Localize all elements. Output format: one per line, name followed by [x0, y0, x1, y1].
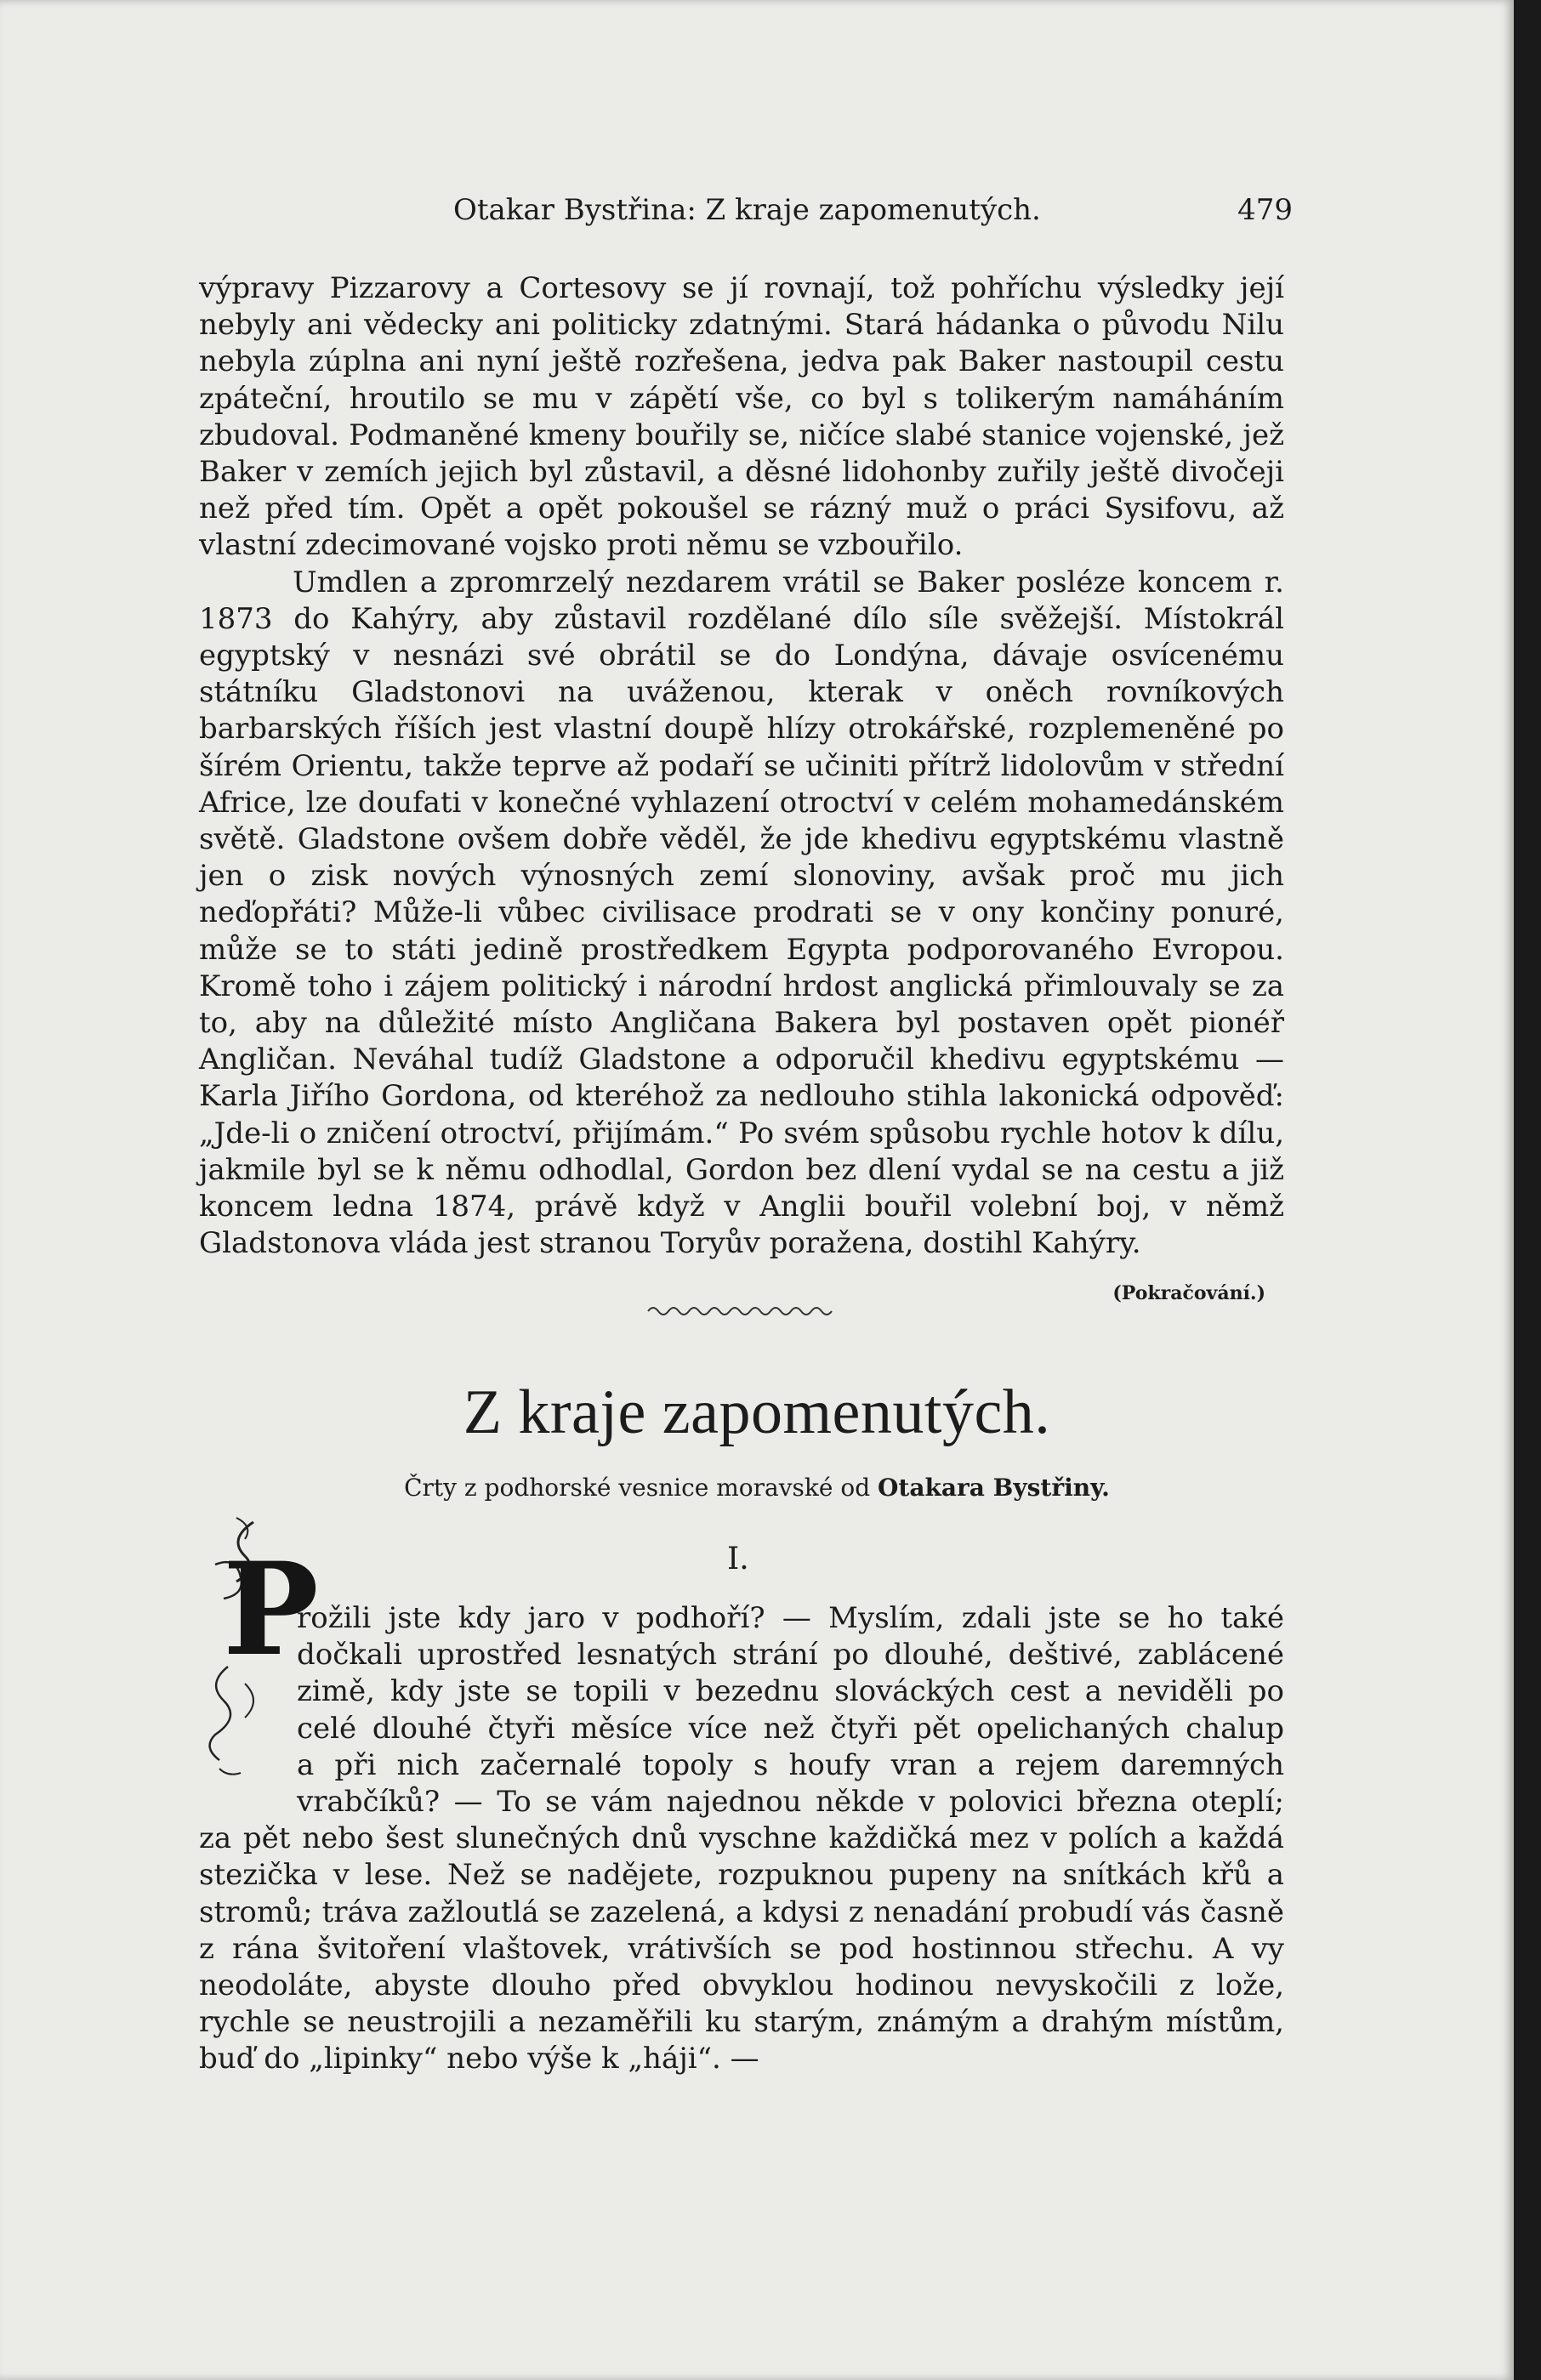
text-line: celé dlouhé čtyři měsíce více než čtyři pět opelichaných chalup [297, 1711, 1284, 1746]
subtitle-author: Otakara Bystřiny. [878, 1474, 1110, 1502]
story-text [199, 1600, 1284, 2078]
text-line: rožili jste kdy jaro v podhoří? — Myslím, zdali jste se ho také [297, 1601, 1284, 1635]
continuation-note: (Pokračování.) [1112, 1282, 1265, 1304]
divider-ornament [646, 1301, 833, 1321]
previous-article-text [199, 270, 1284, 1262]
page-number: 479 [1237, 193, 1293, 227]
subtitle-prefix: Črty z podhorské vesnice moravské od [404, 1474, 871, 1502]
paragraph: za pět nebo šest slunečných dnů vyschne každičká mez v polích a každá stezička v lese. Než se nadějete, rozpuknou pupeny na snítkách křů a stromů; tráva zažloutlá se zazelená, a kdysi z nenadání probudí vás časně z rána švitoření vlaštovek, vrátivších se pod hostinnou střechu. A vy neodoláte, abyste dlouho před obvyklou hodinou nevyskočili z lože, rychle se neustrojili a nezaměřili ku starým, známým a drahým místům, buď do „lipinky“ nebo výše k „háji“. — [199, 1821, 1284, 2076]
text-line: dočkali uprostřed lesnatých strání po dlouhé, deštivé, zablácené [297, 1638, 1284, 1673]
story-subtitle [0, 1471, 1514, 1505]
drop-cap-letter: P [223, 1535, 319, 1684]
chapter-number: I. [727, 1542, 749, 1576]
running-title: Otakar Bystřina: Z kraje zapomenutých. [453, 193, 1041, 227]
text-line: zimě, kdy jste se topili v bezednu slováckých cest a neviděli po [297, 1674, 1284, 1709]
paragraph: výpravy Pizzarovy a Cortesovy se jí rovnají, tož pohříchu výsledky její nebyly ani vědecky ani politicky zdatnými. Stará hádanka o původu Nilu nebyla zúplna ani nyní ještě rozřešena, jedva pak Baker nastoupil cestu zpáteční, hroutilo se mu v zápětí vše, co byl s tolikerým namáháním zbudoval. Podmaněné kmeny bouřily se, ničíce slabé stanice vojenské, jež Baker v zemích jejich byl zůstavil, a děsné lidohonby zuřily ještě divočeji než před tím. Opět a opět pokoušel se rázný muž o práci Sysifovu, až vlastní zdecimované vojsko proti němu se vzbouřilo. [199, 271, 1284, 563]
running-header [196, 189, 1293, 231]
story-title: Z kraje zapomenutých. [463, 1377, 1051, 1447]
paragraph: Umdlen a zpromrzelý nezdarem vrátil se Baker posléze koncem r. 1873 do Kahýry, aby zůstavil rozdělané dílo síle svěžejší. Místokrál egyptský v nesnázi své obrátil se do Londýna, dávaje osvícenému státníku Gladstonovi na uváženou, kterak v oněch rovníkových barbarských říších jest vlastní doupě hlízy otrokářské, rozplemeněné po šírém Orientu, takže teprve až podaří se učiniti přítrž lidolovům v střední Africe, lze doufati v konečné vyhlazení otroctví v celém mohamedánském světě. Gladstone ovšem dobře věděl, že jde khedivu egyptskému vlastně jen o zisk nových výnosných zemí slonoviny, avšak proč mu jich neďopřáti? Může-li vůbec civilisace prodrati se v ony končiny ponuré, může se to státi jedině prostředkem Egypta podporovaného Evropou. Kromě toho i zájem politický i národní hrdost anglická přimlouvaly se za to, aby na důležité místo Angličana Bakera byl postaven opět pionéř Angličan. Neváhal tudíž Gladstone a odporučil khedivu egyptskému — Karla Jiřího Gordona, od kteréhož za nedlouho stihla lakonická odpověď: „Jde-li o zničení otroctví, přijímám.“ Po svém spůsobu rychle hotov k dílu, jakmile byl se k němu odhodlal, Gordon bez dlení vydal se na cestu a již koncem ledna 1874, právě když v Anglii bouřil volební boj, v němž Gladstonova vláda jest stranou Toryův poražena, dostihl Kahýry. [199, 565, 1284, 1261]
text-line: vrabčíků? — To se vám najednou někde v polovici března oteplí; [297, 1785, 1284, 1820]
text-line: a při nich začernalé topoly s houfy vran a rejem daremných [297, 1747, 1284, 1782]
